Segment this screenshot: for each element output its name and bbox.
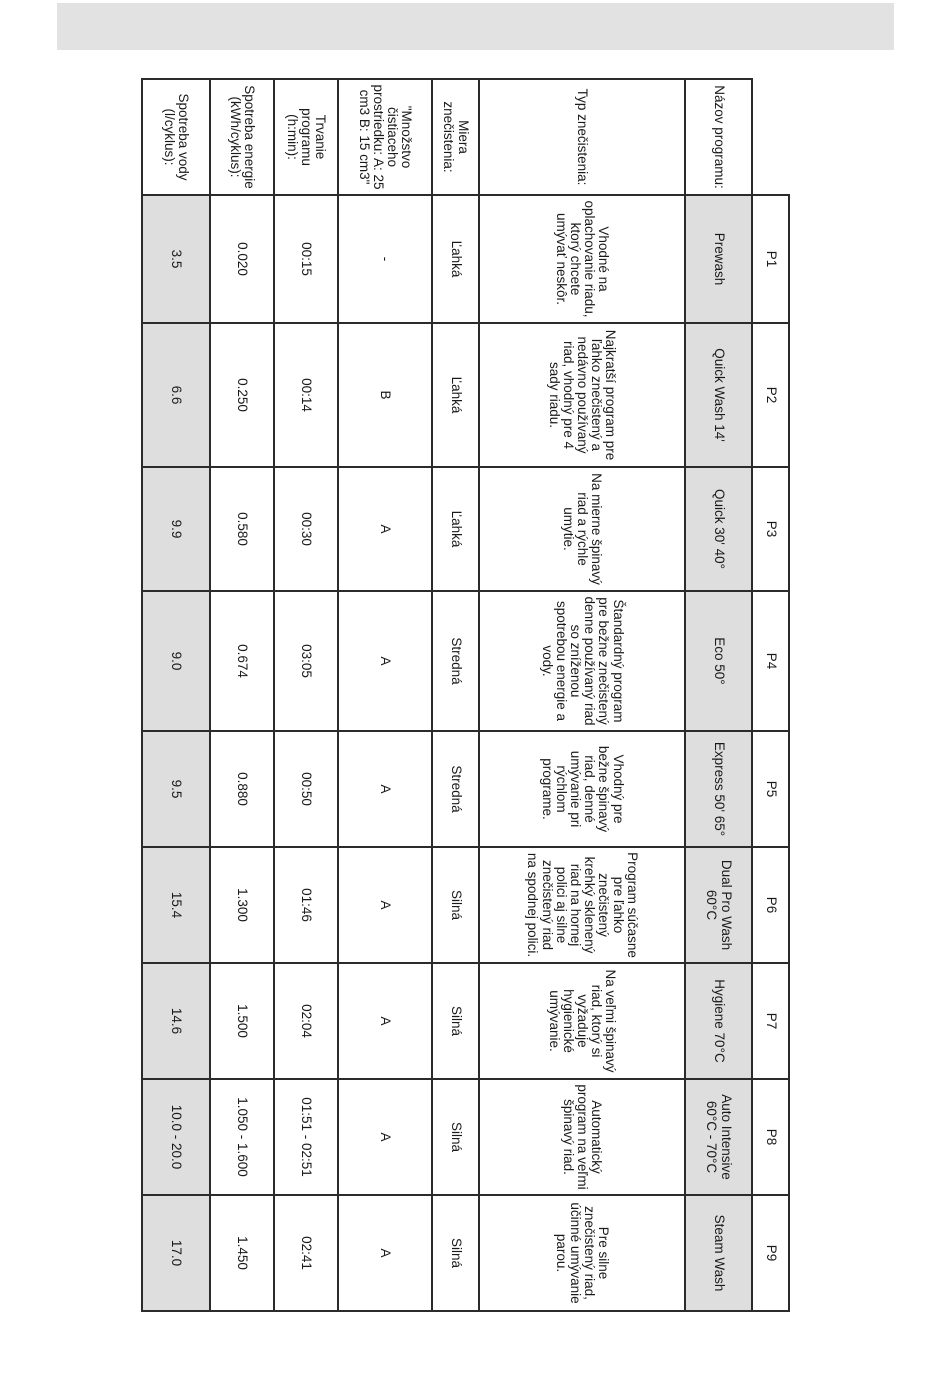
water: 9.0 xyxy=(142,591,210,731)
duration: 00:14 xyxy=(274,323,338,467)
soil-type: Vhodný pre bežne špinavý riad, denné umývanie pri rýchlom programe. xyxy=(479,731,685,847)
program-number: P9 xyxy=(752,1195,789,1311)
duration-row xyxy=(274,79,338,1311)
soil-level: Ľahká xyxy=(432,323,479,467)
program-number: P4 xyxy=(752,591,789,731)
soil-level: Silná xyxy=(432,1079,479,1195)
detergent-amount: A xyxy=(338,1195,432,1311)
soil-level: Ľahká xyxy=(432,467,479,591)
row-label-energy: Spotreba energie (kWh/cyklus): xyxy=(210,79,274,195)
soil-type: Najkratší program pre ľahko znečistený a nedávno používaný riad, vhodný pre 4 sady riadu. xyxy=(479,323,685,467)
water: 9.5 xyxy=(142,731,210,847)
soil-level: Ľahká xyxy=(432,195,479,323)
soil-level: Silná xyxy=(432,1195,479,1311)
soil-type: Štandardný program pre bežne znečistený denne používaný riad so zníženou spotrebou energie a vody. xyxy=(479,591,685,731)
water: 15.4 xyxy=(142,847,210,963)
water: 17.0 xyxy=(142,1195,210,1311)
detergent-amount: A xyxy=(338,847,432,963)
soil-type: Na mierne špinavý riad a rýchle umytie. xyxy=(479,467,685,591)
soil-level: Silná xyxy=(432,847,479,963)
duration: 02:41 xyxy=(274,1195,338,1311)
program-number-row xyxy=(752,79,789,1311)
program-name: Prewash xyxy=(685,195,752,323)
duration: 00:15 xyxy=(274,195,338,323)
energy: 1.500 xyxy=(210,963,274,1079)
duration: 02:04 xyxy=(274,963,338,1079)
energy: 1.300 xyxy=(210,847,274,963)
energy: 0.580 xyxy=(210,467,274,591)
row-label-detergent: "Množstvo čistiaceho prostriedku: A: 25 cm3 B: 15 cm3" xyxy=(338,79,432,195)
program-name: Express 50' 65° xyxy=(685,731,752,847)
program-name: Quick 30' 40° xyxy=(685,467,752,591)
page-header-bar xyxy=(57,3,894,50)
duration: 03:05 xyxy=(274,591,338,731)
soil-type: Na veľmi špinavý riad, ktorý si vyžaduje hygienické umývanie. xyxy=(479,963,685,1079)
program-name: Dual Pro Wash 60°C xyxy=(685,847,752,963)
row-label-water: Spotreba vody (l/cyklus): xyxy=(142,79,210,195)
water: 9.9 xyxy=(142,467,210,591)
energy: 0.250 xyxy=(210,323,274,467)
program-number: P1 xyxy=(752,195,789,323)
program-name: Quick Wash 14' xyxy=(685,323,752,467)
program-table-container xyxy=(143,78,790,1310)
table-corner xyxy=(752,79,789,195)
program-name: Steam Wash xyxy=(685,1195,752,1311)
water: 14.6 xyxy=(142,963,210,1079)
soil-type: Pre silne znečistený riad, účinné umývanie parou. xyxy=(479,1195,685,1311)
program-name: Auto Intensive 60°C - 70°C xyxy=(685,1079,752,1195)
soil-type: Automatický program na veľmi špinavý riad. xyxy=(479,1079,685,1195)
row-label-name: Názov programu: xyxy=(685,79,752,195)
detergent-amount: A xyxy=(338,731,432,847)
water-row xyxy=(142,79,210,1311)
soil-level: Stredná xyxy=(432,591,479,731)
energy-row xyxy=(210,79,274,1311)
program-number: P8 xyxy=(752,1079,789,1195)
soil-type: Vhodné na oplachovanie riadu, ktorý chcete umývať neskôr. xyxy=(479,195,685,323)
detergent-amount: A xyxy=(338,591,432,731)
water: 6.6 xyxy=(142,323,210,467)
water: 10.0 - 20.0 xyxy=(142,1079,210,1195)
detergent-amount: A xyxy=(338,467,432,591)
row-label-type: Typ znečistenia: xyxy=(479,79,685,195)
program-table xyxy=(141,78,790,1312)
soil-type: Program súčasne pre ľahko znečistený krehký sklenený riad na hornej polici aj silne znečistený riad na spodnej polici. xyxy=(479,847,685,963)
duration: 00:30 xyxy=(274,467,338,591)
program-number: P6 xyxy=(752,847,789,963)
energy: 1.050 - 1.600 xyxy=(210,1079,274,1195)
soil-level: Silná xyxy=(432,963,479,1079)
soil-level-row xyxy=(432,79,479,1311)
program-number: P2 xyxy=(752,323,789,467)
program-name-row xyxy=(685,79,752,1311)
soil-level: Stredná xyxy=(432,731,479,847)
row-label-duration: Trvanie programu (h:min): xyxy=(274,79,338,195)
duration: 01:46 xyxy=(274,847,338,963)
energy: 1.450 xyxy=(210,1195,274,1311)
detergent-amount: A xyxy=(338,963,432,1079)
program-name: Eco 50° xyxy=(685,591,752,731)
water: 3.5 xyxy=(142,195,210,323)
row-label-level: Miera znečistenia: xyxy=(432,79,479,195)
program-name: Hygiene 70°C xyxy=(685,963,752,1079)
energy: 0.674 xyxy=(210,591,274,731)
detergent-amount: - xyxy=(338,195,432,323)
detergent-amount: A xyxy=(338,1079,432,1195)
duration: 00:50 xyxy=(274,731,338,847)
energy: 0.020 xyxy=(210,195,274,323)
program-number: P7 xyxy=(752,963,789,1079)
detergent-amount: B xyxy=(338,323,432,467)
energy: 0.880 xyxy=(210,731,274,847)
detergent-row xyxy=(338,79,432,1311)
program-number: P5 xyxy=(752,731,789,847)
program-number: P3 xyxy=(752,467,789,591)
duration: 01:51 - 02:51 xyxy=(274,1079,338,1195)
soil-type-row xyxy=(479,79,685,1311)
